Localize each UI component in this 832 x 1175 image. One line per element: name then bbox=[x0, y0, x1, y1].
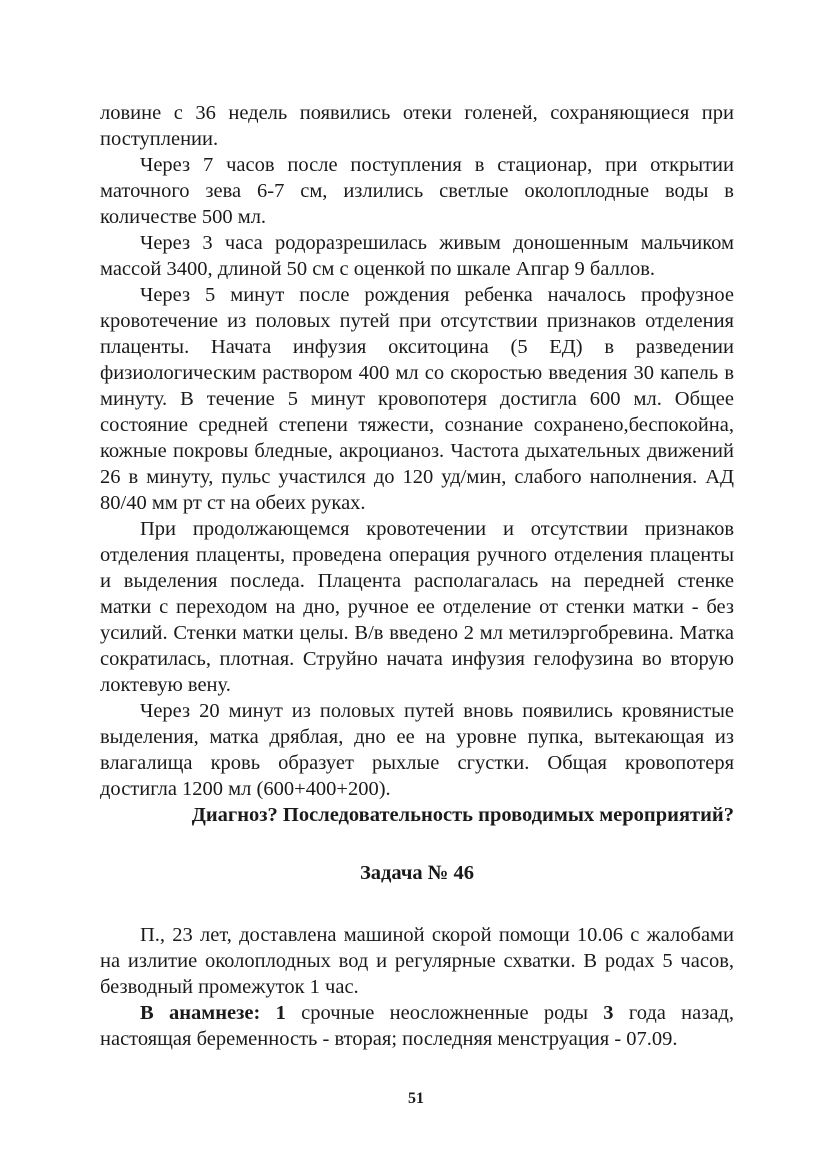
paragraph-delivery: Через 3 часа родоразрешилась живым доношенным мальчиком массой 3400, длиной 50 см с оценкой по шкале Апгар 9 баллов. bbox=[100, 232, 734, 280]
anamnesis-num2: 3 bbox=[603, 1002, 614, 1024]
anamnesis-text1: срочные неосложненные роды bbox=[285, 1002, 604, 1024]
paragraph-bleeding: Через 5 минут после рождения ребенка началось профузное кровотечение из половых путей при отсутствии признаков отделения плаценты. Начата инфузия окситоцина (5 ЕД) в разведении физиологическим раствором 400 мл со скоростью введения 30 капель в минуту. В течение 5 минут кровопотеря достигла 600 мл. Общее состояние средней степени тяжести, сознание сохранено,беспокойна, кожные покровы бледные, акроцианоз. Частота дыхательных движений 26 в минуту, пульс участился до 120 уд/мин, слабого наполнения. АД 80/40 мм рт ст на обеих руках. bbox=[100, 284, 734, 514]
anamnesis-num1: 1 bbox=[275, 1002, 286, 1024]
paragraph-manual-separation: При продолжающемся кровотечении и отсутствии признаков отделения плаценты, проведена операция ручного отделения плаценты и выделения последа. Плацента располагалась на передней стенке матки с переходом на дно, ручное ее отделение от стенки матки - без усилий. Стенки матки целы. В/в введено 2 мл метилэргобревина. Матка сократилась, плотная. Струйно начата инфузия гелофузина во вторую локтевую вену. bbox=[100, 518, 734, 696]
task-title: Задача № 46 bbox=[359, 862, 475, 884]
task-question: Диагноз? Последовательность проводимых мероприятий? bbox=[191, 804, 734, 826]
page-number: 51 bbox=[408, 1090, 424, 1107]
anamnesis-paragraph bbox=[100, 1000, 734, 1052]
anamnesis-label: В анамнезе: bbox=[140, 1002, 261, 1024]
paragraph-amniotic-fluid: Через 7 часов после поступления в стационар, при открытии маточного зева 6-7 см, излились светлые околоплодные воды в количестве 500 мл. bbox=[100, 154, 734, 228]
anamnesis-text2: года назад, настоящая беременность - вторая; последняя менструация - 07.09. bbox=[100, 1002, 735, 1050]
page-content bbox=[100, 100, 734, 1052]
paragraph-continuation: ловине с 36 недель появились отеки голеней, сохраняющиеся при поступлении. bbox=[100, 102, 734, 150]
task-intro: П., 23 лет, доставлена машиной скорой помощи 10.06 с жалобами на излитие околоплодных вод и регулярные схватки. В родах 5 часов, безводный промежуток 1 час. bbox=[100, 924, 734, 998]
paragraph-recurrent-bleeding: Через 20 минут из половых путей вновь появились кровянистые выделения, матка дряблая, дно ее на уровне пупка, вытекающая из влагалища кровь образует рыхлые сгустки. Общая кровопотеря достигла 1200 мл (600+400+200). bbox=[100, 700, 734, 800]
